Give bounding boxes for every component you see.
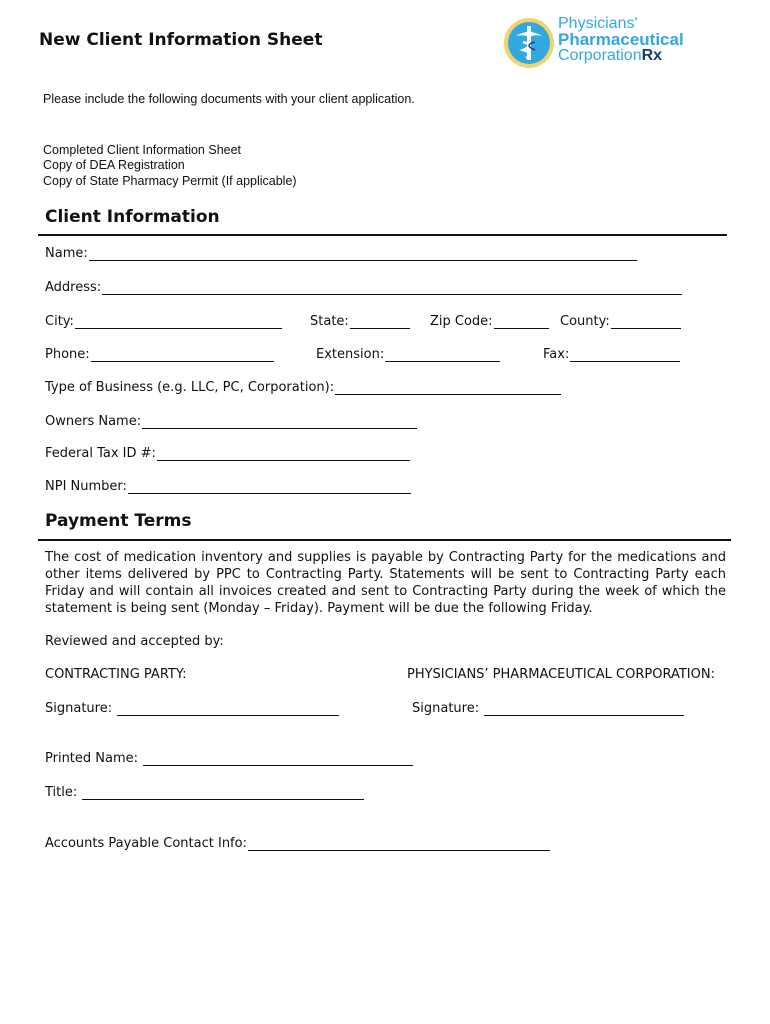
city-field[interactable] <box>45 314 282 329</box>
printed-name-label: Printed Name: <box>45 751 139 766</box>
zip-input-line[interactable] <box>494 315 549 329</box>
address-field[interactable] <box>45 280 682 295</box>
business-type-field[interactable] <box>45 380 561 395</box>
county-field[interactable] <box>560 314 681 329</box>
city-input-line[interactable] <box>75 315 282 329</box>
title-field[interactable] <box>45 785 364 800</box>
state-field[interactable] <box>310 314 410 329</box>
state-input-line[interactable] <box>350 315 410 329</box>
signature-right-label: Signature: <box>412 701 480 716</box>
signature-left-label: Signature: <box>45 701 113 716</box>
federal-tax-id-label: Federal Tax ID #: <box>45 446 156 461</box>
signature-left-field[interactable] <box>45 701 339 716</box>
phone-field[interactable] <box>45 347 274 362</box>
document-item: Copy of DEA Registration <box>43 158 185 172</box>
name-field[interactable] <box>45 246 637 261</box>
fax-label: Fax: <box>543 347 570 362</box>
logo-rx: Rx <box>641 47 663 64</box>
county-input-line[interactable] <box>611 315 681 329</box>
federal-tax-id-field[interactable] <box>45 446 410 461</box>
section-divider <box>38 539 731 541</box>
business-type-input-line[interactable] <box>335 381 561 395</box>
signature-right-field[interactable] <box>412 701 684 716</box>
zip-field[interactable] <box>430 314 549 329</box>
title-label: Title: <box>45 785 78 800</box>
document-item: Copy of State Pharmacy Permit (If applicable) <box>43 174 297 188</box>
page-title: New Client Information Sheet <box>39 30 323 50</box>
extension-label: Extension: <box>316 347 385 362</box>
section-divider <box>38 234 727 236</box>
fax-field[interactable] <box>543 347 680 362</box>
company-logo <box>502 14 692 72</box>
business-type-label: Type of Business (e.g. LLC, PC, Corporation): <box>45 380 335 395</box>
county-label: County: <box>560 314 610 329</box>
ap-contact-label: Accounts Payable Contact Info: <box>45 836 247 851</box>
phone-label: Phone: <box>45 347 90 362</box>
payment-terms-paragraph: The cost of medication inventory and supplies is payable by Contracting Party for the medications and other items delivered by PPC to Contracting Party. Statements will be sent to Contracting Party each Friday and will contain all invoices created and sent to Contracting Party during the week of which the statement is being sent (Monday – Friday). Payment will be due the following Friday. <box>45 550 726 616</box>
payment-terms-heading: Payment Terms <box>45 511 192 531</box>
title-input-line[interactable] <box>82 786 364 800</box>
client-information-heading: Client Information <box>45 207 220 227</box>
city-label: City: <box>45 314 74 329</box>
printed-name-input-line[interactable] <box>143 752 413 766</box>
npi-number-label: NPI Number: <box>45 479 127 494</box>
ppc-label: PHYSICIANS’ PHARMACEUTICAL CORPORATION: <box>407 667 715 682</box>
ap-contact-field[interactable] <box>45 836 550 851</box>
owners-name-input-line[interactable] <box>142 415 417 429</box>
caduceus-logo-icon <box>502 14 556 72</box>
ap-contact-input-line[interactable] <box>248 837 550 851</box>
printed-name-field[interactable] <box>45 751 413 766</box>
state-label: State: <box>310 314 349 329</box>
name-label: Name: <box>45 246 88 261</box>
owners-name-label: Owners Name: <box>45 414 142 429</box>
federal-tax-id-input-line[interactable] <box>157 447 410 461</box>
name-input-line[interactable] <box>89 247 637 261</box>
extension-field[interactable] <box>316 347 500 362</box>
phone-input-line[interactable] <box>91 348 274 362</box>
owners-name-field[interactable] <box>45 414 417 429</box>
instruction-text: Please include the following documents with your client application. <box>43 92 415 106</box>
signature-left-input-line[interactable] <box>117 702 339 716</box>
document-item: Completed Client Information Sheet <box>43 143 242 157</box>
logo-line-2: Pharmaceutical <box>558 30 684 49</box>
reviewed-text: Reviewed and accepted by: <box>45 634 224 649</box>
zip-label: Zip Code: <box>430 314 493 329</box>
extension-input-line[interactable] <box>385 348 500 362</box>
logo-line-3: Corporation <box>558 47 642 64</box>
npi-number-input-line[interactable] <box>128 480 411 494</box>
contracting-party-label: CONTRACTING PARTY: <box>45 667 187 682</box>
signature-right-input-line[interactable] <box>484 702 684 716</box>
npi-number-field[interactable] <box>45 479 411 494</box>
address-input-line[interactable] <box>102 281 682 295</box>
fax-input-line[interactable] <box>570 348 680 362</box>
address-label: Address: <box>45 280 102 295</box>
logo-line-1: Physicians' <box>558 15 638 32</box>
